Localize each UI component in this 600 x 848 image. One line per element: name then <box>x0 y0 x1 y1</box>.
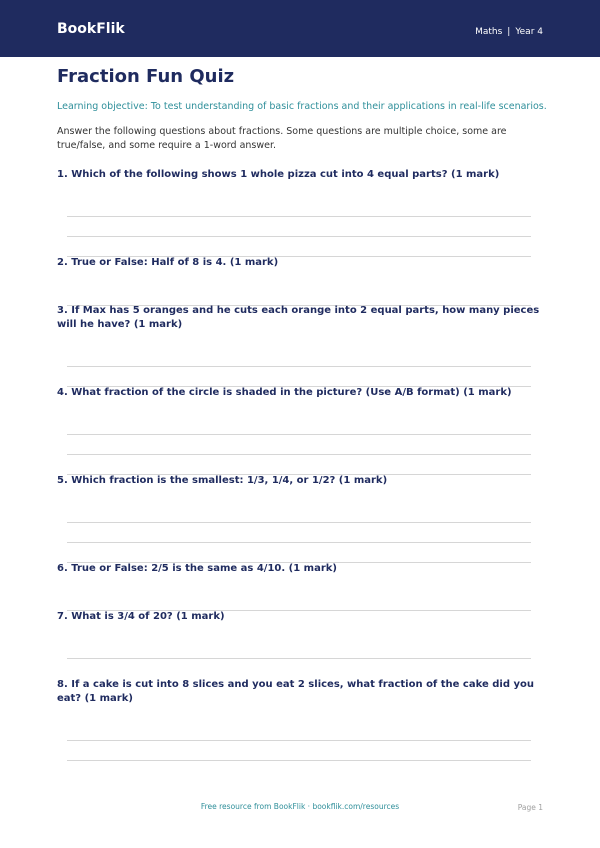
meta-separator: | <box>507 27 511 37</box>
answer-line[interactable] <box>67 236 531 237</box>
question-3: 3. If Max has 5 oranges and he cuts each orange into 2 equal parts, how many pieces will he have? (1 mark) <box>57 305 540 330</box>
answer-line[interactable] <box>67 434 531 435</box>
footer-credit: Free resource from BookFlik · bookflik.com/resources <box>200 802 400 811</box>
brand-logo: BookFlik <box>57 21 125 37</box>
question-5: 5. Which fraction is the smallest: 1/3, 1/4, or 1/2? (1 mark) <box>57 475 388 486</box>
subject-label: Maths <box>475 27 503 37</box>
page-number: Page 1 <box>517 803 543 812</box>
answer-line[interactable] <box>67 216 531 217</box>
answer-line[interactable] <box>67 522 531 523</box>
question-7: 7. What is 3/4 of 20? (1 mark) <box>57 611 225 622</box>
subject-year-label <box>475 28 543 37</box>
answer-line[interactable] <box>67 454 531 455</box>
question-4: 4. What fraction of the circle is shaded in the picture? (Use A/B format) (1 mark) <box>57 387 512 398</box>
learning-objective: Learning objective: To test understanding of basic fractions and their applications in real-life scenarios. <box>57 101 547 112</box>
answer-line[interactable] <box>67 366 531 367</box>
instructions-text: Answer the following questions about fractions. Some questions are multiple choice, some are true/false, and some require a 1-word answer. <box>57 126 507 151</box>
answer-line[interactable] <box>67 658 531 659</box>
answer-line[interactable] <box>67 542 531 543</box>
year-label: Year 4 <box>515 27 543 37</box>
answer-line[interactable] <box>67 760 531 761</box>
question-6: 6. True or False: 2/5 is the same as 4/10. (1 mark) <box>57 563 337 574</box>
question-1: 1. Which of the following shows 1 whole pizza cut into 4 equal parts? (1 mark) <box>57 169 500 180</box>
page-header <box>0 0 600 57</box>
answer-line[interactable] <box>67 740 531 741</box>
question-8: 8. If a cake is cut into 8 slices and you eat 2 slices, what fraction of the cake did you eat? (1 mark) <box>57 679 534 704</box>
question-2: 2. True or False: Half of 8 is 4. (1 mark) <box>57 257 279 268</box>
page-title: Fraction Fun Quiz <box>57 66 235 87</box>
